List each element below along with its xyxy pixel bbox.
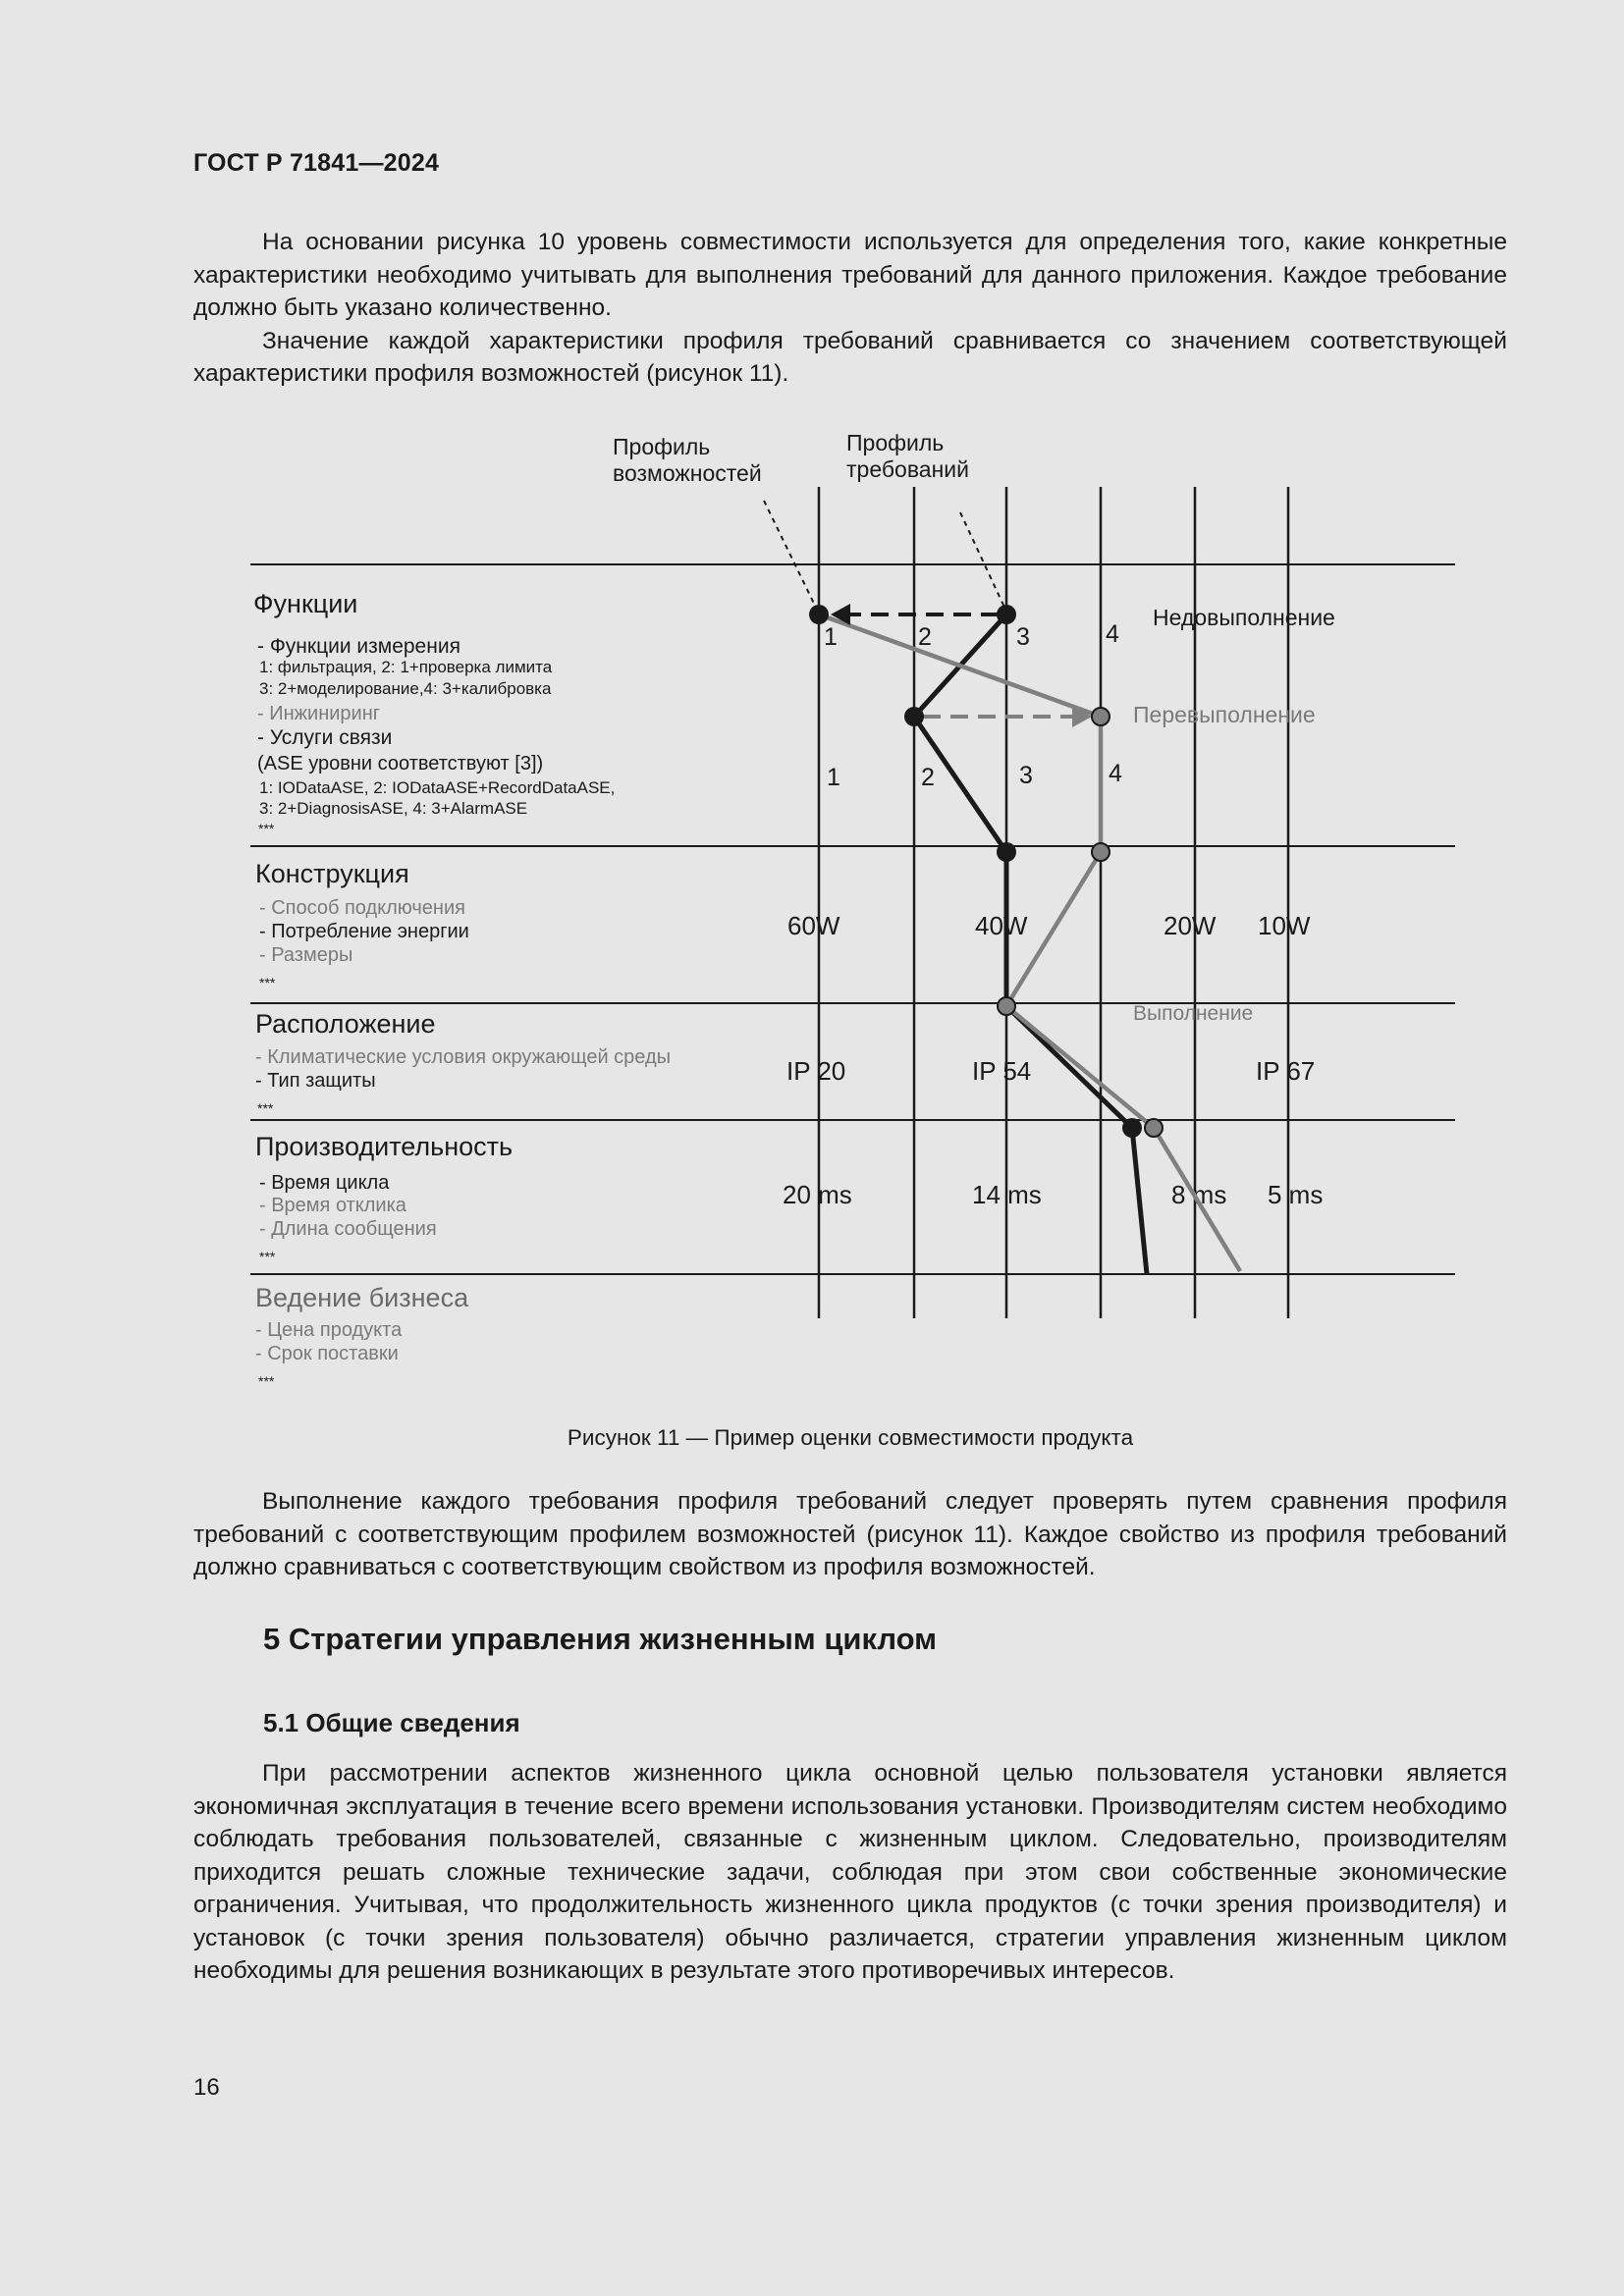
figure-caption: Рисунок 11 — Пример оценки совместимости продукта: [567, 1425, 1134, 1450]
after-figure-text: [193, 1485, 1507, 1584]
comm-level-2: 2: [921, 764, 935, 791]
location-more: ***: [257, 1100, 274, 1116]
capability-point-measurement: [809, 605, 829, 624]
requirement-point-communication: [904, 707, 924, 726]
measure-level-2: 2: [918, 623, 932, 651]
shared-point-protection: [998, 997, 1015, 1015]
power-40w: 40W: [975, 911, 1028, 940]
power-10w: 10W: [1258, 911, 1311, 940]
subsection-5-1-heading: 5.1 Общие сведения: [263, 1708, 520, 1737]
requirement-label-pointer: [960, 512, 1006, 612]
requirement-point-cycle: [1122, 1118, 1142, 1138]
protection-ip54: IP 54: [972, 1056, 1032, 1086]
section-5-1-paragraph: При рассмотрении аспектов жизненного цикла основной целью пользователя установки является экономичная эксплуатация в течение всего времени использования установки. Производителям систем необходимо соблюдать требования пользователей, связанные с жизненным циклом. Следовательно, производителям приходится решать сложные технические задачи, соблюдая при этом свои собственные экономические ограничения. Учитывая, что продолжительность жизненного цикла продуктов (с точки зрения производителя) и установок (с точки зрения пользователя) обычно различается, стратегии управления жизненным циклом необходимы для решения возникающих в результате этого противоречивых интересов.: [193, 1760, 1507, 1984]
construction-more: ***: [259, 975, 276, 990]
performance-more: ***: [259, 1249, 276, 1264]
section-5-1-text: [193, 1757, 1507, 1988]
functions-measurement-note-1: 1: фильтрация, 2: 1+проверка лимита: [259, 658, 553, 676]
functions-item-engineering: - Инжиниринг: [257, 703, 381, 724]
annotation-fulfillment: Выполнение: [1133, 1002, 1254, 1025]
construction-item-power: - Потребление энергии: [259, 921, 469, 942]
power-20w: 20W: [1164, 911, 1217, 940]
capability-label-pointer: [764, 501, 819, 614]
business-more: ***: [258, 1373, 275, 1389]
cycle-20ms: 20 ms: [783, 1180, 852, 1209]
functions-comm-note-2: 3: 2+DiagnosisASE, 4: 3+AlarmASE: [259, 799, 528, 818]
comm-level-1: 1: [827, 764, 840, 791]
requirement-profile-line: [914, 614, 1147, 1274]
capability-point-power: [1092, 843, 1110, 861]
functions-comm-note-0: (ASE уровни соответствуют [3]): [257, 753, 544, 774]
section-5-heading: 5 Стратегии управления жизненным циклом: [263, 1622, 938, 1656]
measure-level-3: 3: [1016, 623, 1030, 651]
construction-item-dimensions: - Размеры: [259, 944, 353, 966]
section-title-performance: Производительность: [255, 1132, 514, 1161]
section-title-construction: Конструкция: [255, 859, 409, 888]
requirement-point-power: [997, 842, 1016, 862]
functions-item-comm-services: - Услуги связи: [257, 726, 393, 749]
performance-item-cycle: - Время цикла: [259, 1172, 390, 1194]
comm-level-3: 3: [1019, 762, 1033, 789]
intro-paragraph-2: Значение каждой характеристики профиля требований сравнивается со значением соответствующей характеристики профиля возможностей (рисунок 11).: [193, 327, 1507, 387]
intro-paragraph-1: На основании рисунка 10 уровень совместимости используется для определения того, какие конкретные характеристики необходимо учитывать для выполнения требований для данного приложения. Каждое требование должно быть указано количественно.: [193, 229, 1507, 321]
capability-profile-label-line1: Профиль: [613, 434, 711, 459]
cycle-14ms: 14 ms: [972, 1180, 1042, 1209]
functions-comm-note-1: 1: IODataASE, 2: IODataASE+RecordDataASE,: [259, 778, 616, 797]
protection-ip67: IP 67: [1256, 1056, 1316, 1086]
capability-point-communication: [1092, 708, 1110, 725]
section-title-location: Расположение: [255, 1009, 436, 1039]
document-header: ГОСТ Р 71841—2024: [193, 149, 440, 177]
business-item-delivery: - Срок поставки: [255, 1343, 399, 1364]
after-figure-paragraph: Выполнение каждого требования профиля требований следует проверять путем сравнения профиля требований с соответствующим профилем возможностей (рисунок 11). Каждое свойство из профиля требований должно сравниваться с соответствующим свойством из профиля возможностей.: [193, 1488, 1507, 1580]
annotation-overfulfillment: Перевыполнение: [1133, 702, 1316, 727]
performance-item-response: - Время отклика: [259, 1195, 406, 1216]
requirement-profile-label-line1: Профиль: [846, 430, 945, 455]
comm-level-4: 4: [1109, 760, 1122, 787]
capability-point-cycle: [1145, 1119, 1163, 1137]
cycle-5ms: 5 ms: [1268, 1180, 1324, 1209]
protection-ip20: IP 20: [786, 1056, 846, 1086]
annotation-underfulfillment: Недовыполнение: [1153, 605, 1335, 630]
location-item-climate: - Климатические условия окружающей среды: [255, 1046, 672, 1068]
section-title-functions: Функции: [253, 589, 358, 618]
functions-more: ***: [258, 821, 275, 836]
page-number: 16: [193, 2074, 220, 2101]
measure-level-1: 1: [824, 623, 838, 651]
performance-item-message: - Длина сообщения: [259, 1218, 437, 1240]
business-item-price: - Цена продукта: [255, 1319, 403, 1341]
section-title-business: Ведение бизнеса: [255, 1283, 469, 1312]
functions-measurement-note-2: 3: 2+моделирование,4: 3+калибровка: [259, 679, 552, 698]
functions-item-measurement: - Функции измерения: [257, 635, 460, 658]
measure-level-4: 4: [1106, 620, 1119, 648]
cycle-8ms: 8 ms: [1171, 1180, 1227, 1209]
power-60w: 60W: [787, 911, 840, 940]
location-item-protection: - Тип защиты: [255, 1070, 376, 1092]
capability-profile-label-line2: возможностей: [613, 460, 762, 486]
construction-item-connection: - Способ подключения: [259, 897, 465, 919]
requirement-point-measurement: [997, 605, 1016, 624]
requirement-profile-label-line2: требований: [846, 456, 969, 482]
